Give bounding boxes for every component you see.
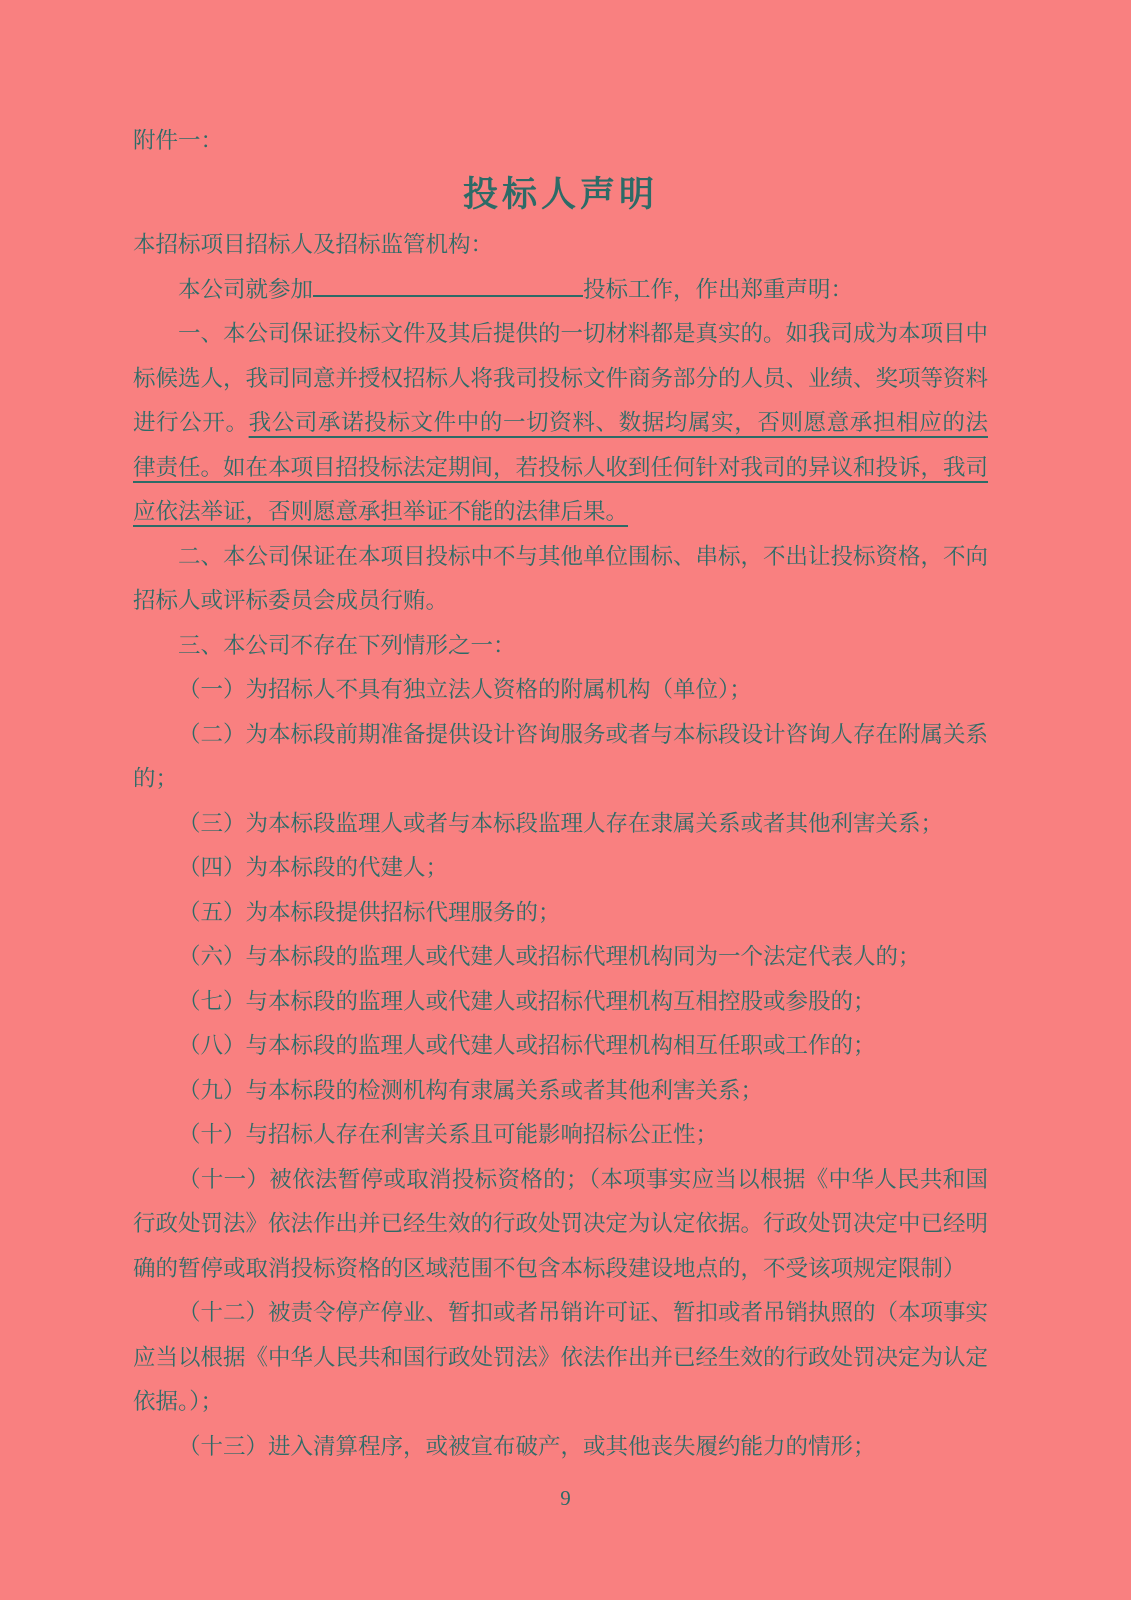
paragraph	[133, 935, 988, 980]
document-content	[133, 118, 988, 1469]
text-segment: （五）为本标段提供招标代理服务的；	[178, 899, 561, 925]
paragraph	[133, 713, 988, 802]
text-segment: 二、本公司保证在本项目投标中不与其他单位围标、串标，不出让投标资格，不向招标人或评标委员会成员行贿。	[133, 543, 989, 613]
paragraph	[133, 312, 988, 535]
text-segment: 本公司就参加	[178, 276, 314, 302]
document-body	[133, 268, 988, 1470]
paragraph	[133, 1113, 988, 1158]
paragraph	[133, 1291, 988, 1425]
paragraph	[133, 1069, 988, 1114]
page-number: 9	[560, 1486, 571, 1510]
text-segment: （三）为本标段监理人或者与本标段监理人存在隶属关系或者其他利害关系；	[178, 810, 944, 836]
paragraph	[133, 891, 988, 936]
page-title: 投标人声明	[462, 175, 658, 214]
text-segment: （二）为本标段前期准备提供设计咨询服务或者与本标段设计咨询人存在附属关系的；	[133, 721, 989, 791]
paragraph	[133, 535, 988, 624]
addressee-line: 本招标项目招标人及招标监管机构：	[133, 232, 494, 257]
attachment-label: 附件一：	[133, 128, 224, 153]
text-segment: （十一）被依法暂停或取消投标资格的；（本项事实应当以根据《中华人民共和国行政处罚法》依法作出并已经生效的行政处罚决定为认定依据。行政处罚决定中已经明确的暂停或取消投标资格的区域范围不包含本标段建设地点的，不受该项规定限制）	[133, 1166, 989, 1281]
paragraph	[133, 846, 988, 891]
text-segment: （六）与本标段的监理人或代建人或招标代理机构同为一个法定代表人的；	[178, 944, 921, 969]
text-segment: （十）与招标人存在利害关系且可能影响招标公正性；	[178, 1122, 719, 1147]
paragraph	[133, 668, 988, 713]
paragraph	[133, 980, 988, 1025]
text-segment: （十二）被责令停产停业、暂扣或者吊销许可证、暂扣或者吊销执照的（本项事实应当以根据《中华人民共和国行政处罚法》依法作出并已经生效的行政处罚决定为认定依据。）；	[133, 1300, 989, 1414]
text-segment: （七）与本标段的监理人或代建人或招标代理机构互相控股或参股的；	[178, 988, 876, 1014]
paragraph	[133, 1158, 988, 1292]
paragraph	[133, 624, 988, 669]
fill-in-blank	[313, 272, 583, 297]
paragraph	[133, 268, 988, 313]
paragraph	[133, 802, 988, 847]
text-segment: 三、本公司不存在下列情形之一：	[178, 632, 516, 658]
text-segment: （八）与本标段的监理人或代建人或招标代理机构相互任职或工作的；	[178, 1033, 876, 1058]
text-segment: （一）为招标人不具有独立法人资格的附属机构（单位）；	[178, 677, 752, 702]
text-segment: 一、本公司保证投标文件及其后提供的一切材料都是真实的。如我司成为本项目中标候选人，我司同意并授权招标人将我司投标文件商务部分的人员、业绩、奖项等资料进行公开。	[133, 321, 989, 435]
text-segment: （四）为本标段的代建人；	[178, 855, 449, 880]
text-segment: 我公司承诺投标文件中的一切资料、数据均属实，否则愿意承担相应的法律责任。如在本项目招投标法定期间，若投标人收到任何针对我司的异议和投诉，我司应依法举证，否则愿意承担举证不能的法律后果。	[133, 410, 989, 524]
paragraph	[133, 1024, 988, 1069]
text-segment: （十三）进入清算程序，或被宣布破产，或其他丧失履约能力的情形；	[178, 1433, 876, 1459]
text-segment: （九）与本标段的检测机构有隶属关系或者其他利害关系；	[178, 1077, 764, 1103]
paragraph	[133, 1425, 988, 1470]
text-segment: 投标工作，作出郑重声明：	[583, 276, 854, 302]
